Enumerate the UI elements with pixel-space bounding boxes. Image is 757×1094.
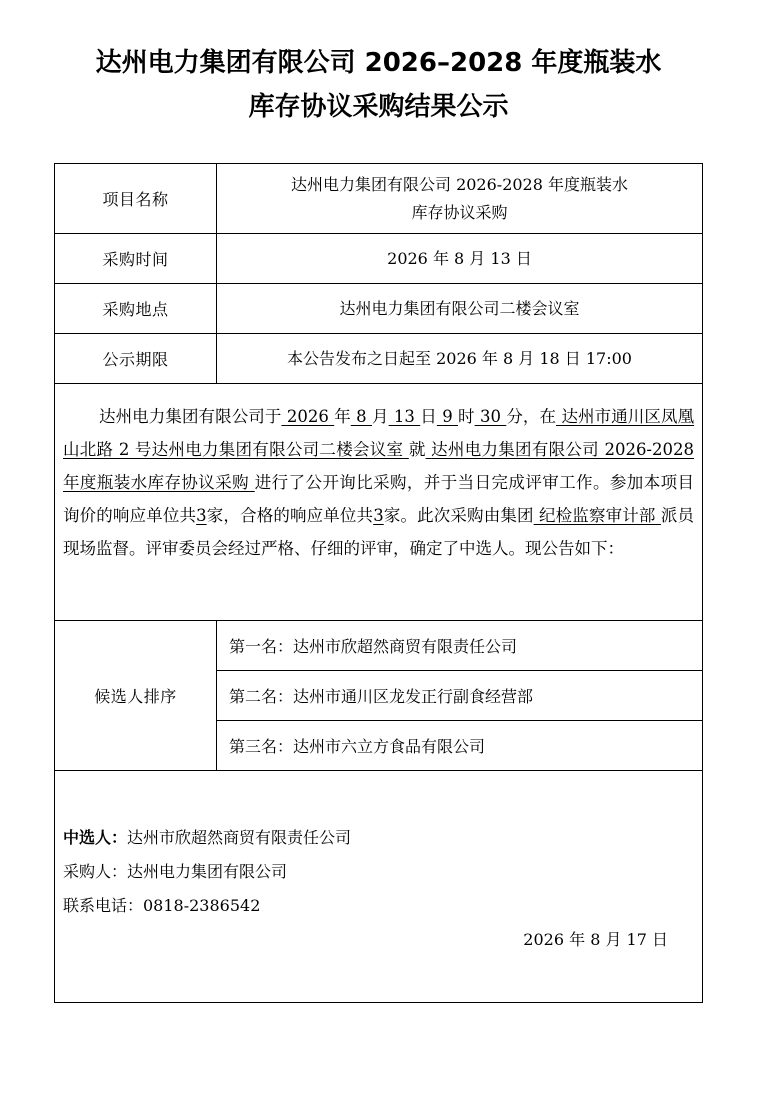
announcement-date: 2026 年 8 月 17 日: [523, 930, 668, 949]
purchaser-line: 采购人：达州电力集团有限公司: [63, 862, 288, 881]
purchase-time-label: 采购时间: [55, 234, 217, 284]
purchase-time-value: 2026 年 8 月 13 日: [217, 234, 703, 284]
underlined-location: 达州市通川区凤凰山北路 2 号达州电力集团有限公司二楼会议室: [63, 407, 695, 459]
underlined-year: 2026: [286, 407, 329, 426]
document-title-line-1: 达州电力集团有限公司 2026–2028 年度瓶装水: [95, 48, 662, 78]
contact-phone: 联系电话：0818-2386542: [63, 896, 261, 915]
text-segment: 家，合格的响应单位共: [206, 506, 374, 525]
project-name-value-line-1: 达州电力集团有限公司 2026-2028 年度瓶装水: [290, 174, 629, 194]
row-candidate-1: [55, 621, 703, 671]
underlined-minute: 30: [479, 407, 501, 426]
underlined-project: 达州电力集团有限公司 2026-2028 年度瓶装水库存协议采购: [63, 440, 695, 492]
text-segment: 日: [420, 407, 437, 426]
row-notice-period: [55, 334, 703, 384]
purchase-location-label: 采购地点: [55, 284, 217, 334]
winner-line: [63, 825, 351, 851]
row-purchase-location: [55, 284, 703, 334]
candidates-label: 候选人排序: [55, 621, 217, 771]
announcement-table: [54, 163, 703, 1003]
purchase-location-value: 达州电力集团有限公司二楼会议室: [217, 284, 703, 334]
winner-label: 中选人：: [63, 828, 128, 847]
text-segment: 就: [408, 440, 426, 459]
row-footer: [55, 771, 703, 1003]
text-segment: 派员现场监督。评审委员会经过严格、仔细的评审，确定了中选人。现公告如下：: [63, 506, 695, 558]
document-title-line-2: 库存协议采购结果公示: [248, 92, 509, 122]
row-purchase-time: [55, 234, 703, 284]
text-segment: 达州电力集团有限公司于: [99, 407, 282, 426]
underlined-qualified-count: 3: [373, 506, 384, 525]
row-announcement-body: [55, 384, 703, 621]
text-segment: 年: [334, 407, 351, 426]
underlined-supervisor: 纪检监察审计部: [539, 506, 656, 525]
text-segment: 月: [371, 407, 389, 426]
candidate-first: 第一名：达州市欣超然商贸有限责任公司: [217, 621, 703, 671]
announcement-paragraph: [55, 384, 703, 621]
row-project-name: [55, 164, 703, 234]
notice-period-value: 本公告发布之日起至 2026 年 8 月 18 日 17:00: [217, 334, 703, 384]
text-segment: 分，在: [506, 407, 557, 426]
winner-name: 达州市欣超然商贸有限责任公司: [127, 828, 352, 847]
project-name-value-line-2: 库存协议采购: [411, 202, 508, 222]
project-name-label: 项目名称: [55, 164, 217, 234]
text-segment: 家。此次采购由集团: [383, 506, 534, 525]
underlined-respondent-count: 3: [196, 506, 207, 525]
candidate-third: 第三名：达州市六立方食品有限公司: [217, 721, 703, 771]
text-segment: 时: [458, 407, 475, 426]
underlined-day: 13: [393, 407, 415, 426]
underlined-month: 8: [356, 407, 367, 426]
footer-section: [55, 771, 703, 1003]
candidate-second: 第二名：达州市通川区龙发正行副食经营部: [217, 671, 703, 721]
notice-period-label: 公示期限: [55, 334, 217, 384]
underlined-hour: 9: [442, 407, 453, 426]
project-name-value: [217, 164, 703, 234]
text-segment: 进行了公开询比采购，并于当日完成评审工作。参加本项目询价的响应单位共: [63, 473, 695, 525]
